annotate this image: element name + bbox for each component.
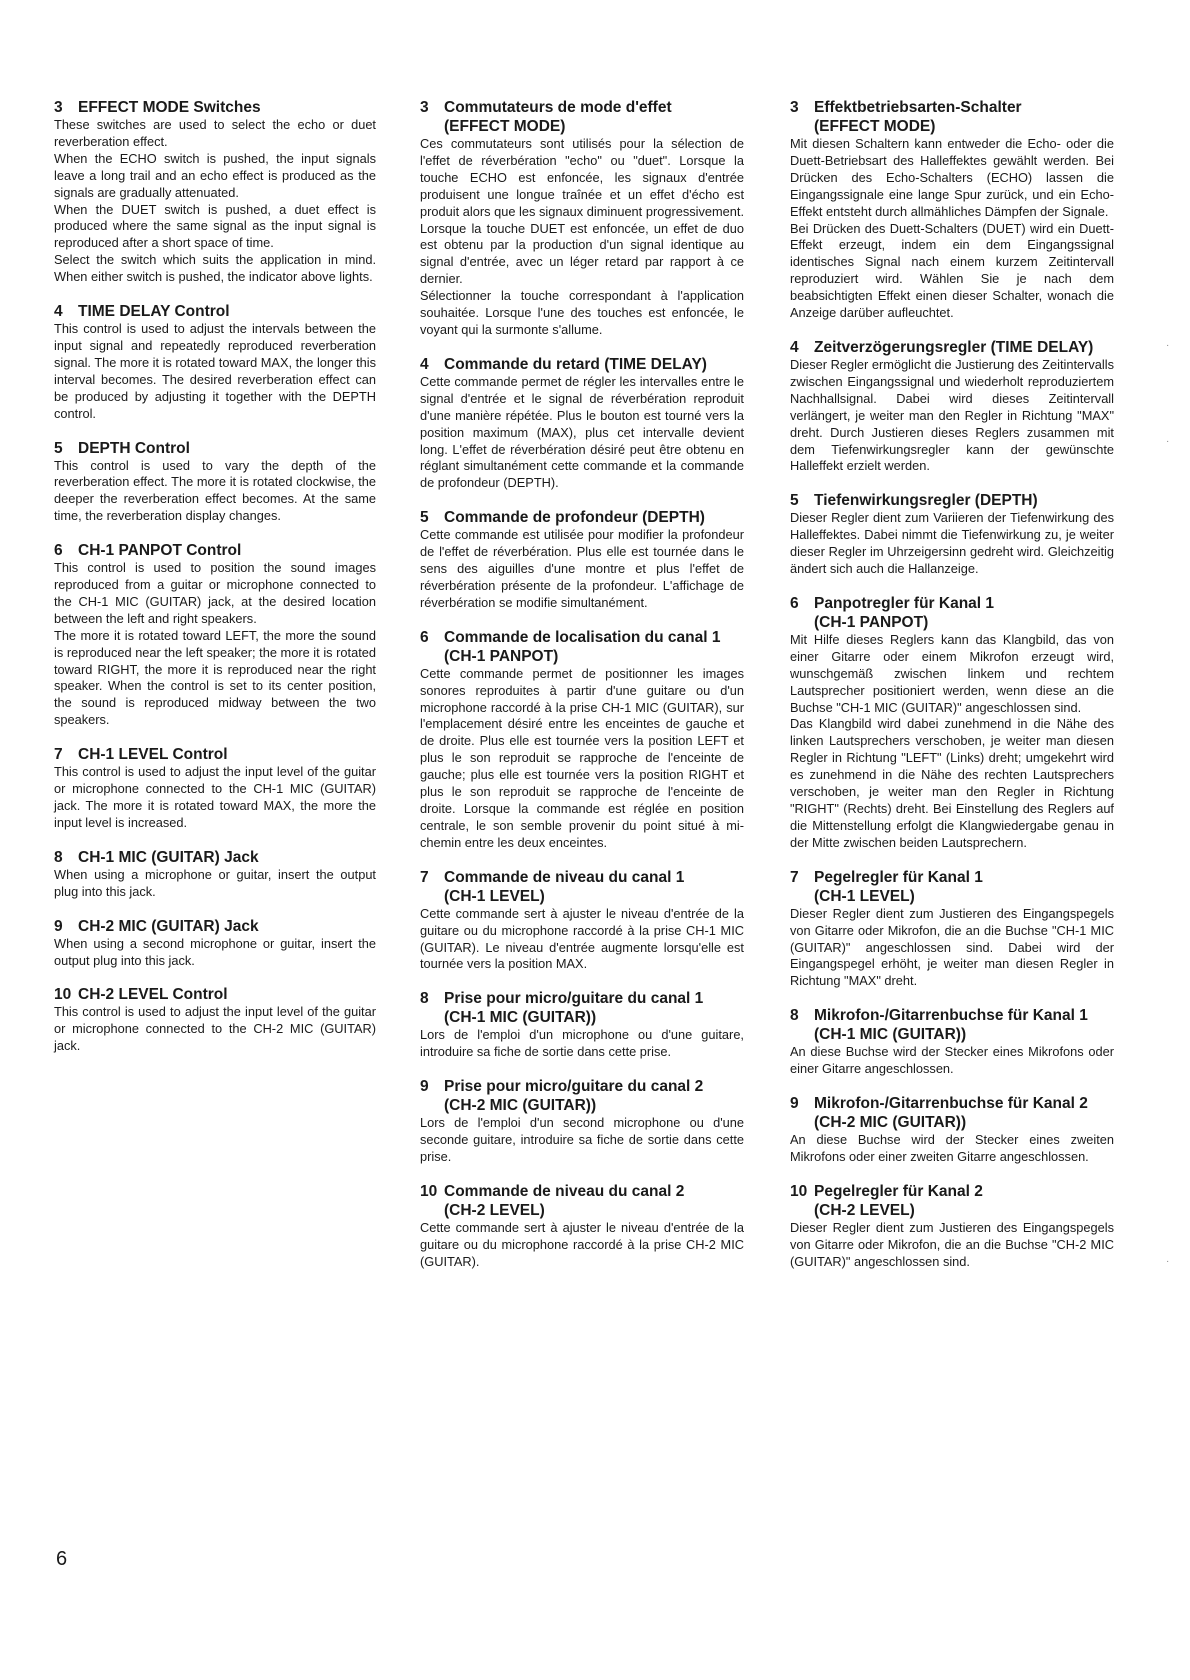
section-title-line: Effektbetriebsarten-Schalter <box>814 99 1022 116</box>
section-title <box>78 745 228 764</box>
section-10 <box>54 985 376 1055</box>
section-title <box>78 302 230 321</box>
section-heading <box>54 541 376 560</box>
section-number: 8 <box>54 848 63 866</box>
section-heading <box>420 355 744 374</box>
section-title-line: Mikrofon-/Gitarrenbuchse für Kanal 1 <box>814 1007 1088 1025</box>
section-title-line: CH-2 LEVEL Control <box>78 986 228 1004</box>
section-title <box>444 98 672 136</box>
section-heading <box>420 628 744 666</box>
section-title-line: CH-1 MIC (GUITAR) Jack <box>78 848 259 866</box>
section-body: Dieser Regler ermöglicht die Justierung des Zeitintervalls zwischen Eingangssignal und wiederholt reproduziertem Nachhallsignal. Dabei wird dieses Zeitintervall verlängert, je weiter man den Regler in Richtung "MAX" dreht. Durch Justieren dieses Reglers zusammen mit dem Tiefenwirkungsregler kann der gewünschte Halleffekt erzielt werden. <box>790 356 1114 474</box>
section-heading <box>420 1077 744 1115</box>
section-4 <box>790 338 1114 475</box>
section-number: 5 <box>54 439 63 457</box>
section-title-line: Tiefenwirkungsregler (DEPTH) <box>814 492 1038 510</box>
section-title-line: Commande de niveau du canal 2 <box>444 1182 685 1200</box>
section-title <box>444 1077 703 1115</box>
english-column <box>54 98 376 1071</box>
section-title-line: Mikrofon-/Gitarrenbuchse für Kanal 2 <box>814 1095 1088 1113</box>
section-number: 10 <box>790 1182 808 1200</box>
section-heading <box>790 594 1114 632</box>
section-8 <box>54 848 376 901</box>
section-title <box>814 594 994 632</box>
section-heading <box>790 491 1114 510</box>
section-body: Cette commande permet de positionner les images sonores reproduites à partir d'une guitare ou d'un microphone raccordé à la prise CH-1 MIC (GUITAR), sur l'emplacement désiré entre les enceintes de gauche et de droite. Plus elle est tournée vers la position LEFT et plus le son reproduit se rapproche de l'enceinte de gauche; plus elle est tournée vers la position RIGHT et plus le son reproduit se rapproche de l'enceinte de droite. Lorsque la commande est réglée en position centrale, le son semble provenir du point situé à mi-chemin entre les deux enceintes. <box>420 665 744 850</box>
section-title-line: (CH-1 LEVEL) <box>814 887 915 905</box>
section-number: 6 <box>790 594 799 612</box>
section-title <box>444 508 705 527</box>
section-number: 7 <box>54 746 63 764</box>
section-title <box>444 868 684 906</box>
section-heading <box>790 98 1114 136</box>
section-10 <box>420 1182 744 1271</box>
section-body: Dieser Regler dient zum Variieren der Tiefenwirkung des Halleffektes. Dabei nimmt die Tiefenwirkung zu, je weiter dieser Regler im Uhrzeigersinn gedreht wird. Gleichzeitig ändert sich auch die Hallanzeige. <box>790 510 1114 577</box>
section-heading <box>790 1094 1114 1132</box>
section-title-line: (CH-2 LEVEL) <box>444 1201 545 1219</box>
section-title-line: Commande du retard (TIME DELAY) <box>444 355 707 373</box>
section-body: When using a second microphone or guitar, insert the output plug into this jack. <box>54 935 376 968</box>
section-title-line: Prise pour micro/guitare du canal 1 <box>444 990 704 1008</box>
section-number: 7 <box>420 868 429 886</box>
section-title <box>78 98 261 117</box>
section-number: 5 <box>790 492 799 510</box>
section-body: Cette commande sert à ajuster le niveau d'entrée de la guitare ou du microphone raccordé à la prise CH-1 MIC (GUITAR). Le niveau d'entrée augmente lorsqu'elle est tournée vers la position MAX. <box>420 905 744 972</box>
section-number: 4 <box>420 355 429 373</box>
section-body: Lors de l'emploi d'un second microphone ou d'une seconde guitare, introduire sa fiche de sortie dans cette prise. <box>420 1115 744 1164</box>
section-heading <box>54 302 376 321</box>
section-number: 5 <box>420 509 429 527</box>
section-number: 8 <box>420 990 429 1008</box>
section-title <box>814 868 983 906</box>
section-heading <box>420 508 744 527</box>
section-5 <box>790 491 1114 578</box>
section-title-line: (CH-1 MIC (GUITAR)) <box>444 1009 597 1027</box>
section-title-line: (CH-1 PANPOT) <box>814 613 929 631</box>
section-number: 6 <box>54 542 63 560</box>
section-7 <box>790 868 1114 991</box>
section-title-line: CH-2 MIC (GUITAR) Jack <box>78 917 259 935</box>
section-heading <box>54 848 376 867</box>
section-title-line: DEPTH Control <box>78 439 190 457</box>
section-7 <box>54 745 376 832</box>
section-title-line: Panpotregler für Kanal 1 <box>814 594 995 612</box>
section-title-line: Pegelregler für Kanal 2 <box>814 1182 983 1200</box>
section-number: 10 <box>420 1182 438 1200</box>
section-title-line: TIME DELAY Control <box>78 303 230 321</box>
section-title-line: (CH-1 MIC (GUITAR)) <box>814 1026 967 1044</box>
scan-mark: · <box>1166 1256 1170 1267</box>
section-heading <box>54 98 376 117</box>
section-body: This control is used to adjust the intervals between the input signal and repeatedly reproduced reverberation signal. The more it is rotated toward MAX, the longer this interval becomes. The desired reverberation effect can be produced by adjusting it together with the DEPTH control. <box>54 321 376 421</box>
section-title <box>814 1094 1088 1132</box>
section-number: 3 <box>54 99 63 116</box>
section-number: 3 <box>790 99 799 116</box>
section-title-line: Commande de localisation du canal 1 <box>444 628 721 646</box>
section-number: 6 <box>420 628 429 646</box>
section-5 <box>54 439 376 526</box>
section-title-line: CH-1 PANPOT Control <box>78 542 242 560</box>
section-body: Dieser Regler dient zum Justieren des Eingangspegels von Gitarre oder Mikrofon, die an die Buchse "CH-1 MIC (GUITAR)" angeschlossen sind. Dabei wird der Eingangspegel erhöht, je weiter man diesen Regler in Richtung "MAX" dreht. <box>790 905 1114 989</box>
german-column <box>790 98 1114 1287</box>
section-body: This control is used to adjust the input level of the guitar or microphone connected to the CH-2 MIC (GUITAR) jack. <box>54 1004 376 1054</box>
section-title-line: Pegelregler für Kanal 1 <box>814 868 983 886</box>
section-heading <box>420 98 744 136</box>
section-heading <box>420 868 744 906</box>
scan-mark: · <box>1166 436 1170 447</box>
section-body: Ces commutateurs sont utilisés pour la sélection de l'effet de réverbération "echo" ou "duet". Lorsque la touche ECHO est enfoncée, les signaux d'entrée produisent une longue traînée et un effet d'écho est produit alors que les signaux diminuent progressivement. Lorsque la touche DUET est enfoncée, un effet de duo est obtenu par la production d'un signal identique au signal d'entrée, avec un léger retard par rapport à ce dernier. Sélectionner la touche correspondant à l'application souhaitée. Lorsque l'une des touches est enfoncée, le voyant qui la surmonte s'allume. <box>420 136 744 337</box>
section-body: These switches are used to select the echo or duet reverberation effect. When the ECHO switch is pushed, the input signals leave a long trail and an echo effect is produced as the signals are gradually attenuated. When the DUET switch is pushed, a duet effect is produced where the same signal as the input signal is reproduced after a short space of time. Select the switch which suits the application in mind. When either switch is pushed, the indicator above lights. <box>54 117 376 285</box>
section-body: An diese Buchse wird der Stecker eines zweiten Mikrofons oder einer zweiten Gitarre angeschlossen. <box>790 1132 1114 1164</box>
section-title <box>444 989 703 1027</box>
page-number: 6 <box>56 1548 68 1570</box>
section-title <box>814 1006 1088 1044</box>
section-title <box>78 985 228 1004</box>
section-title-line: Commande de profondeur (DEPTH) <box>444 509 705 527</box>
section-8 <box>790 1006 1114 1078</box>
section-title <box>78 848 259 867</box>
section-title-line: Commande de niveau du canal 1 <box>444 868 685 886</box>
section-number: 4 <box>790 338 799 356</box>
section-heading <box>790 1182 1114 1220</box>
section-heading <box>790 338 1114 357</box>
section-body: This control is used to adjust the input level of the guitar or microphone connected to the CH-1 MIC (GUITAR) jack. The more it is rotated toward MAX, the more the input level is increased. <box>54 764 376 830</box>
section-title <box>814 338 1093 357</box>
section-body: Lors de l'emploi d'un microphone ou d'une guitare, introduire sa fiche de sortie dans cette prise. <box>420 1027 744 1060</box>
section-4 <box>54 302 376 422</box>
section-5 <box>420 508 744 612</box>
section-title <box>78 439 190 458</box>
section-title <box>444 1182 684 1220</box>
section-heading <box>54 439 376 458</box>
section-number: 10 <box>54 986 72 1004</box>
section-number: 8 <box>790 1007 799 1025</box>
section-body: This control is used to position the sound images reproduced from a guitar or microphone connected to the CH-1 MIC (GUITAR) jack, at the desired location between the left and right speakers. The more it is rotated toward LEFT, the more the sound is reproduced near the left speaker; the more it is rotated toward RIGHT, the more it is reproduced near the right speaker. When the control is set to its center position, the sound is reproduced midway between the two speakers. <box>54 560 376 728</box>
section-title <box>814 1182 983 1220</box>
section-9 <box>54 917 376 970</box>
section-title <box>78 541 241 560</box>
section-title-line: (CH-1 LEVEL) <box>444 887 545 905</box>
section-6 <box>420 628 744 852</box>
section-6 <box>54 541 376 729</box>
section-title-line: Commutateurs de mode d'effet <box>444 99 672 116</box>
section-number: 3 <box>420 99 429 116</box>
section-number: 9 <box>54 917 63 935</box>
section-title <box>814 491 1038 510</box>
section-number: 7 <box>790 868 799 886</box>
section-body: Cette commande est utilisée pour modifier la profondeur de l'effet de réverbération. Plus elle est tournée dans le sens des aiguilles d'une montre et plus l'effet de réverbération présente de la profondeur. L'affichage de réverbération se modifie simultanément. <box>420 527 744 610</box>
section-number: 9 <box>790 1095 799 1113</box>
section-10 <box>790 1182 1114 1271</box>
section-body: Mit Hilfe dieses Reglers kann das Klangbild, das von einer Gitarre oder einem Mikrofon erzeugt wird, wunschgemäß zwischen linkem und rechtem Lautsprecher positioniert werden, wenn diese an die Buchse "CH-1 MIC (GUITAR)" angeschlossen sind. Das Klangbild wird dabei zunehmend in die Nähe des linken Lautsprechers verschoben, je weiter man diesen Regler in Richtung "LEFT" (Links) dreht; umgekehrt wird es zunehmend in die Nähe des rechten Lautsprechers verschoben, je weiter man den Regler in Richtung "RIGHT" (Rechts) dreht. Bei Einstellung des Reglers auf die Mittenstellung erfolgt die Klangwiedergabe genau in der Mitte zwischen beiden Lautsprechern. <box>790 631 1114 850</box>
section-title-line: CH-1 LEVEL Control <box>78 746 228 764</box>
section-title-line: EFFECT MODE Switches <box>78 99 261 116</box>
section-3 <box>790 98 1114 322</box>
section-title-line: (EFFECT MODE) <box>814 118 936 135</box>
section-7 <box>420 868 744 974</box>
french-column <box>420 98 744 1287</box>
section-heading <box>420 989 744 1027</box>
section-title-line: (CH-2 LEVEL) <box>814 1201 915 1219</box>
section-number: 9 <box>420 1078 429 1096</box>
section-number: 4 <box>54 303 63 321</box>
section-body: An diese Buchse wird der Stecker eines Mikrofons oder einer Gitarre angeschlossen. <box>790 1044 1114 1077</box>
section-title-line: (EFFECT MODE) <box>444 118 566 135</box>
section-8 <box>420 989 744 1061</box>
section-4 <box>420 355 744 492</box>
section-title-line: Prise pour micro/guitare du canal 2 <box>444 1078 704 1096</box>
section-heading <box>790 868 1114 906</box>
section-title-line: (CH-1 PANPOT) <box>444 647 559 665</box>
section-heading <box>54 985 376 1004</box>
section-body: Cette commande sert à ajuster le niveau d'entrée de la guitare ou du microphone raccordé à la prise CH-2 MIC (GUITAR). <box>420 1219 744 1269</box>
section-9 <box>420 1077 744 1166</box>
section-title <box>444 355 707 374</box>
section-title-line: Zeitverzögerungsregler (TIME DELAY) <box>814 338 1094 356</box>
section-6 <box>790 594 1114 852</box>
section-title-line: (CH-2 MIC (GUITAR)) <box>444 1097 597 1115</box>
section-heading <box>54 745 376 764</box>
section-body: Dieser Regler dient zum Justieren des Eingangspegels von Gitarre oder Mikrofon, die an die Buchse "CH-2 MIC (GUITAR)" angeschlossen sind. <box>790 1219 1114 1269</box>
section-body: When using a microphone or guitar, insert the output plug into this jack. <box>54 866 376 899</box>
section-body: Cette commande permet de régler les intervalles entre le signal d'entrée et le signal de réverbération reproduit d'une manière répétée. Plus le bouton est tourné vers la position maximum (MAX), plus cet intervalle devient long. L'effet de réverbération désiré peut être obtenu en réglant simultanément cette commande et la commande de profondeur (DEPTH). <box>420 373 744 491</box>
section-9 <box>790 1094 1114 1166</box>
section-title <box>444 628 721 666</box>
section-body: This control is used to vary the depth of the reverberation effect. The more it is rotated clockwise, the deeper the reverberation effect becomes. At the same time, the reverberation display changes. <box>54 457 376 524</box>
section-heading <box>790 1006 1114 1044</box>
section-title <box>814 98 1022 136</box>
section-body: Mit diesen Schaltern kann entweder die Echo- oder die Duett-Betriebsart des Halleffektes gewählt werden. Bei Drücken des Echo-Schalters (ECHO) lassen die Eingangssignale eine lange Spur zurück, und ein Echo-Effekt entsteht durch allmähliches Dämpfen der Signale. Bei Drücken des Duett-Schalters (DUET) wird ein Duett-Effekt erzeugt, indem ein dem Eingangssignal identisches Signal nach einem kurzem Zeitintervall reproduziert wird. Wählen Sie je nach dem beabsichtigten Effekt einen dieser Schalter, wonach die Anzeige darüber aufleuchtet. <box>790 136 1114 321</box>
section-title <box>78 917 259 936</box>
section-3 <box>420 98 744 339</box>
section-heading <box>420 1182 744 1220</box>
section-title-line: (CH-2 MIC (GUITAR)) <box>814 1114 967 1132</box>
scan-mark: · <box>1166 340 1170 351</box>
section-3 <box>54 98 376 286</box>
section-heading <box>54 917 376 936</box>
